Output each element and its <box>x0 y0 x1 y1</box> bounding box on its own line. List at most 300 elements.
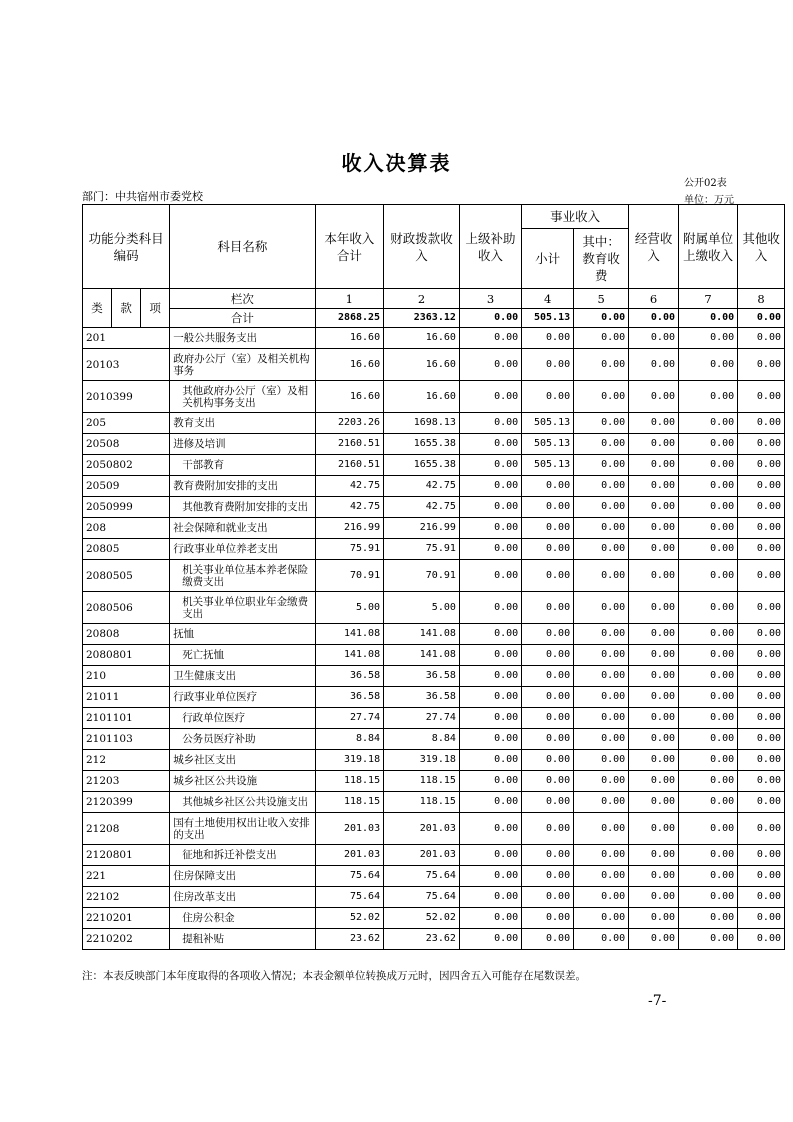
row-value: 0.00 <box>738 866 785 887</box>
header-total-income: 本年收入合计 <box>315 205 384 289</box>
form-number: 公开02表 <box>684 178 727 189</box>
row-value: 8.84 <box>384 729 460 750</box>
row-value: 505.13 <box>522 413 574 434</box>
row-value: 0.00 <box>679 813 738 845</box>
row-value: 0.00 <box>629 645 679 666</box>
row-value: 75.64 <box>315 866 384 887</box>
row-value: 16.60 <box>384 328 460 349</box>
row-value: 0.00 <box>574 771 629 792</box>
row-code: 20509 <box>83 476 170 497</box>
row-name: 教育支出 <box>170 413 315 434</box>
row-value: 0.00 <box>522 497 574 518</box>
row-value: 0.00 <box>738 624 785 645</box>
table-row <box>83 792 785 813</box>
row-value: 0.00 <box>679 413 738 434</box>
row-code: 2010399 <box>83 381 170 413</box>
row-value: 0.00 <box>738 497 785 518</box>
row-value: 42.75 <box>315 476 384 497</box>
row-value: 0.00 <box>522 792 574 813</box>
row-value: 0.00 <box>522 666 574 687</box>
row-value: 141.08 <box>315 645 384 666</box>
row-value: 0.00 <box>574 497 629 518</box>
row-value: 0.00 <box>629 813 679 845</box>
row-value: 0.00 <box>629 708 679 729</box>
row-value: 27.74 <box>315 708 384 729</box>
row-name: 住房公积金 <box>170 908 315 929</box>
row-name: 社会保障和就业支出 <box>170 518 315 539</box>
row-value: 0.00 <box>574 518 629 539</box>
header-lei: 类 <box>83 289 112 328</box>
col-index: 8 <box>738 289 785 309</box>
row-value: 0.00 <box>738 592 785 624</box>
row-value: 0.00 <box>459 476 521 497</box>
row-value: 0.00 <box>574 729 629 750</box>
row-value: 0.00 <box>574 666 629 687</box>
row-value: 0.00 <box>738 476 785 497</box>
row-value: 0.00 <box>679 476 738 497</box>
row-value: 0.00 <box>629 792 679 813</box>
row-name: 提租补贴 <box>170 929 315 950</box>
row-value: 0.00 <box>629 624 679 645</box>
row-value: 0.00 <box>679 328 738 349</box>
row-value: 0.00 <box>522 560 574 592</box>
row-value: 0.00 <box>738 413 785 434</box>
row-value: 0.00 <box>574 866 629 887</box>
header-subtotal: 小计 <box>522 229 574 289</box>
row-value: 0.00 <box>629 771 679 792</box>
row-value: 52.02 <box>315 908 384 929</box>
row-value: 0.00 <box>629 729 679 750</box>
table-row <box>83 687 785 708</box>
row-value: 0.00 <box>522 624 574 645</box>
row-value: 36.58 <box>315 666 384 687</box>
header-superior-subsidy: 上级补助收入 <box>459 205 521 289</box>
row-value: 0.00 <box>574 455 629 476</box>
header-lanci: 栏次 <box>170 289 315 309</box>
row-value: 0.00 <box>629 866 679 887</box>
table-row <box>83 434 785 455</box>
row-value: 0.00 <box>459 929 521 950</box>
row-value: 141.08 <box>384 645 460 666</box>
row-name: 政府办公厅（室）及相关机构事务 <box>170 349 315 381</box>
row-code: 2080801 <box>83 645 170 666</box>
row-value: 0.00 <box>629 560 679 592</box>
row-value: 0.00 <box>738 434 785 455</box>
row-value: 0.00 <box>574 381 629 413</box>
row-value: 0.00 <box>574 908 629 929</box>
row-value: 5.00 <box>315 592 384 624</box>
table-row <box>83 908 785 929</box>
table-row <box>83 624 785 645</box>
row-value: 0.00 <box>629 434 679 455</box>
row-value: 0.00 <box>629 497 679 518</box>
table-row <box>83 539 785 560</box>
row-code: 20508 <box>83 434 170 455</box>
row-code: 21203 <box>83 771 170 792</box>
row-code: 20103 <box>83 349 170 381</box>
row-value: 0.00 <box>629 887 679 908</box>
row-name: 住房改革支出 <box>170 887 315 908</box>
row-value: 0.00 <box>679 792 738 813</box>
row-name: 征地和拆迁补偿支出 <box>170 845 315 866</box>
row-name: 其他教育费附加安排的支出 <box>170 497 315 518</box>
row-value: 0.00 <box>574 813 629 845</box>
row-value: 0.00 <box>738 887 785 908</box>
row-value: 0.00 <box>738 750 785 771</box>
row-code: 20805 <box>83 539 170 560</box>
row-value: 1655.38 <box>384 434 460 455</box>
row-value: 0.00 <box>459 687 521 708</box>
table-row <box>83 349 785 381</box>
row-name: 其他城乡社区公共设施支出 <box>170 792 315 813</box>
row-value: 0.00 <box>629 845 679 866</box>
table-row <box>83 560 785 592</box>
row-value: 0.00 <box>574 560 629 592</box>
row-value: 0.00 <box>522 687 574 708</box>
row-value: 0.00 <box>522 539 574 560</box>
row-value: 0.00 <box>738 771 785 792</box>
row-value: 0.00 <box>459 645 521 666</box>
total-cell: 0.00 <box>629 309 679 328</box>
row-value: 0.00 <box>738 645 785 666</box>
row-value: 0.00 <box>459 908 521 929</box>
row-value: 0.00 <box>738 813 785 845</box>
row-value: 0.00 <box>459 381 521 413</box>
row-value: 0.00 <box>459 434 521 455</box>
table-row <box>83 455 785 476</box>
row-value: 2160.51 <box>315 455 384 476</box>
row-value: 505.13 <box>522 455 574 476</box>
row-value: 75.64 <box>384 887 460 908</box>
row-value: 0.00 <box>574 592 629 624</box>
row-value: 52.02 <box>384 908 460 929</box>
row-value: 0.00 <box>459 592 521 624</box>
row-value: 0.00 <box>679 645 738 666</box>
table-row <box>83 497 785 518</box>
header-edu-fee: 其中：教育收费 <box>574 229 629 289</box>
row-value: 2203.26 <box>315 413 384 434</box>
col-index: 4 <box>522 289 574 309</box>
row-value: 0.00 <box>629 413 679 434</box>
row-code: 2101103 <box>83 729 170 750</box>
header-subject-name: 科目名称 <box>170 205 315 289</box>
row-value: 36.58 <box>384 666 460 687</box>
row-value: 42.75 <box>384 497 460 518</box>
row-value: 0.00 <box>459 539 521 560</box>
header-xiang: 项 <box>141 289 170 328</box>
row-value: 0.00 <box>629 592 679 624</box>
row-name: 一般公共服务支出 <box>170 328 315 349</box>
row-code: 212 <box>83 750 170 771</box>
row-value: 0.00 <box>522 845 574 866</box>
row-value: 216.99 <box>315 518 384 539</box>
row-value: 0.00 <box>679 434 738 455</box>
row-value: 16.60 <box>384 381 460 413</box>
row-name: 干部教育 <box>170 455 315 476</box>
row-value: 141.08 <box>315 624 384 645</box>
row-name: 行政事业单位医疗 <box>170 687 315 708</box>
row-code: 22102 <box>83 887 170 908</box>
row-name: 进修及培训 <box>170 434 315 455</box>
row-value: 0.00 <box>629 750 679 771</box>
table-row <box>83 708 785 729</box>
row-value: 0.00 <box>522 708 574 729</box>
row-value: 505.13 <box>522 434 574 455</box>
header-operating: 经营收入 <box>629 205 679 289</box>
row-value: 0.00 <box>738 560 785 592</box>
row-value: 23.62 <box>315 929 384 950</box>
page-title: 收入决算表 <box>341 151 452 175</box>
row-value: 0.00 <box>738 518 785 539</box>
row-value: 0.00 <box>629 518 679 539</box>
col-index: 5 <box>574 289 629 309</box>
income-table <box>82 204 785 950</box>
row-value: 0.00 <box>679 666 738 687</box>
row-value: 201.03 <box>384 845 460 866</box>
row-value: 0.00 <box>459 750 521 771</box>
row-value: 0.00 <box>574 328 629 349</box>
row-value: 75.91 <box>384 539 460 560</box>
row-value: 0.00 <box>574 708 629 729</box>
row-value: 36.58 <box>384 687 460 708</box>
row-value: 0.00 <box>459 813 521 845</box>
department-label: 部门：中共宿州市委党校 <box>82 190 203 203</box>
row-value: 75.91 <box>315 539 384 560</box>
row-name: 机关事业单位职业年金缴费支出 <box>170 592 315 624</box>
row-value: 0.00 <box>522 813 574 845</box>
row-name: 死亡抚恤 <box>170 645 315 666</box>
row-code: 2210201 <box>83 908 170 929</box>
col-index: 3 <box>459 289 521 309</box>
table-row <box>83 771 785 792</box>
row-value: 0.00 <box>459 866 521 887</box>
row-code: 20808 <box>83 624 170 645</box>
row-value: 118.15 <box>384 792 460 813</box>
row-value: 23.62 <box>384 929 460 950</box>
row-name: 公务员医疗补助 <box>170 729 315 750</box>
row-value: 27.74 <box>384 708 460 729</box>
table-row <box>83 929 785 950</box>
row-value: 0.00 <box>522 887 574 908</box>
row-value: 0.00 <box>738 908 785 929</box>
row-code: 201 <box>83 328 170 349</box>
row-value: 118.15 <box>384 771 460 792</box>
row-value: 0.00 <box>679 729 738 750</box>
row-value: 0.00 <box>679 929 738 950</box>
row-code: 208 <box>83 518 170 539</box>
table-row <box>83 381 785 413</box>
row-value: 0.00 <box>459 624 521 645</box>
row-value: 0.00 <box>679 349 738 381</box>
table-row <box>83 413 785 434</box>
row-value: 16.60 <box>315 381 384 413</box>
row-value: 0.00 <box>738 666 785 687</box>
header-kuan: 款 <box>112 289 141 328</box>
unit-label: 单位：万元 <box>684 195 734 206</box>
row-value: 0.00 <box>679 771 738 792</box>
row-value: 70.91 <box>384 560 460 592</box>
row-value: 0.00 <box>574 792 629 813</box>
row-code: 2050999 <box>83 497 170 518</box>
row-value: 0.00 <box>679 539 738 560</box>
row-value: 141.08 <box>384 624 460 645</box>
row-value: 16.60 <box>384 349 460 381</box>
row-value: 0.00 <box>738 729 785 750</box>
row-value: 0.00 <box>679 866 738 887</box>
row-value: 16.60 <box>315 328 384 349</box>
total-cell: 505.13 <box>522 309 574 328</box>
row-value: 0.00 <box>459 729 521 750</box>
footnote: 注：本表反映部门本年度取得的各项收入情况；本表金额单位转换成万元时，因四舍五入可能存在尾数误差。 <box>82 970 586 982</box>
row-value: 0.00 <box>679 908 738 929</box>
row-value: 0.00 <box>679 381 738 413</box>
row-value: 118.15 <box>315 792 384 813</box>
row-name: 城乡社区公共设施 <box>170 771 315 792</box>
row-value: 0.00 <box>522 771 574 792</box>
row-value: 319.18 <box>315 750 384 771</box>
row-value: 2160.51 <box>315 434 384 455</box>
row-code: 2120399 <box>83 792 170 813</box>
table-row <box>83 476 785 497</box>
total-cell: 0.00 <box>574 309 629 328</box>
row-value: 0.00 <box>738 328 785 349</box>
row-value: 0.00 <box>679 560 738 592</box>
table-body <box>83 328 785 950</box>
row-name: 抚恤 <box>170 624 315 645</box>
row-code: 2210202 <box>83 929 170 950</box>
row-value: 0.00 <box>679 708 738 729</box>
table-row <box>83 518 785 539</box>
row-value: 0.00 <box>459 845 521 866</box>
row-value: 0.00 <box>522 476 574 497</box>
total-cell: 0.00 <box>738 309 785 328</box>
row-value: 0.00 <box>459 560 521 592</box>
row-value: 201.03 <box>384 813 460 845</box>
row-value: 0.00 <box>738 687 785 708</box>
row-value: 0.00 <box>459 413 521 434</box>
row-value: 0.00 <box>522 729 574 750</box>
total-cell: 2363.12 <box>384 309 460 328</box>
row-value: 0.00 <box>738 845 785 866</box>
col-index: 6 <box>629 289 679 309</box>
table-row <box>83 887 785 908</box>
table-row <box>83 592 785 624</box>
row-value: 0.00 <box>629 476 679 497</box>
row-value: 0.00 <box>679 518 738 539</box>
row-name: 住房保障支出 <box>170 866 315 887</box>
row-value: 0.00 <box>629 666 679 687</box>
row-value: 0.00 <box>459 771 521 792</box>
row-value: 5.00 <box>384 592 460 624</box>
page-number: -7- <box>648 993 667 1009</box>
row-value: 75.64 <box>384 866 460 887</box>
row-code: 2101101 <box>83 708 170 729</box>
row-value: 0.00 <box>629 539 679 560</box>
row-value: 0.00 <box>522 381 574 413</box>
row-code: 2120801 <box>83 845 170 866</box>
row-value: 0.00 <box>459 328 521 349</box>
row-code: 2080505 <box>83 560 170 592</box>
col-index: 2 <box>384 289 460 309</box>
row-value: 201.03 <box>315 813 384 845</box>
row-value: 118.15 <box>315 771 384 792</box>
table-row <box>83 813 785 845</box>
row-value: 0.00 <box>459 455 521 476</box>
header-fiscal: 财政拨款收入 <box>384 205 460 289</box>
table-row <box>83 845 785 866</box>
row-value: 1698.13 <box>384 413 460 434</box>
row-value: 0.00 <box>629 455 679 476</box>
row-value: 0.00 <box>574 434 629 455</box>
row-value: 0.00 <box>574 845 629 866</box>
row-value: 0.00 <box>522 908 574 929</box>
row-value: 16.60 <box>315 349 384 381</box>
row-value: 0.00 <box>679 497 738 518</box>
row-value: 36.58 <box>315 687 384 708</box>
row-value: 0.00 <box>459 792 521 813</box>
row-value: 0.00 <box>574 750 629 771</box>
row-value: 0.00 <box>629 908 679 929</box>
row-value: 0.00 <box>738 929 785 950</box>
row-value: 0.00 <box>522 750 574 771</box>
row-value: 0.00 <box>522 592 574 624</box>
row-code: 210 <box>83 666 170 687</box>
table-row <box>83 328 785 349</box>
row-value: 0.00 <box>679 624 738 645</box>
header-affiliated: 附属单位上缴收入 <box>679 205 738 289</box>
row-code: 2050802 <box>83 455 170 476</box>
row-value: 0.00 <box>522 929 574 950</box>
row-value: 0.00 <box>459 887 521 908</box>
total-label: 合计 <box>170 309 315 328</box>
header-business-income: 事业收入 <box>522 205 629 229</box>
row-value: 1655.38 <box>384 455 460 476</box>
row-value: 0.00 <box>522 645 574 666</box>
row-value: 0.00 <box>574 887 629 908</box>
row-value: 0.00 <box>459 666 521 687</box>
row-value: 8.84 <box>315 729 384 750</box>
row-value: 0.00 <box>679 750 738 771</box>
row-value: 0.00 <box>574 929 629 950</box>
row-name: 国有土地使用权出让收入安排的支出 <box>170 813 315 845</box>
row-value: 0.00 <box>738 708 785 729</box>
row-value: 216.99 <box>384 518 460 539</box>
row-value: 0.00 <box>679 687 738 708</box>
total-cell: 0.00 <box>679 309 738 328</box>
row-value: 0.00 <box>522 328 574 349</box>
table-row <box>83 750 785 771</box>
row-code: 21011 <box>83 687 170 708</box>
row-value: 0.00 <box>738 792 785 813</box>
row-value: 0.00 <box>522 349 574 381</box>
row-value: 0.00 <box>629 328 679 349</box>
row-value: 0.00 <box>629 349 679 381</box>
row-value: 0.00 <box>629 381 679 413</box>
col-index: 7 <box>679 289 738 309</box>
row-value: 42.75 <box>315 497 384 518</box>
row-value: 0.00 <box>459 497 521 518</box>
row-value: 0.00 <box>574 645 629 666</box>
row-value: 0.00 <box>679 592 738 624</box>
row-value: 0.00 <box>738 349 785 381</box>
header-other: 其他收入 <box>738 205 785 289</box>
row-value: 0.00 <box>738 381 785 413</box>
row-value: 0.00 <box>574 624 629 645</box>
row-name: 城乡社区支出 <box>170 750 315 771</box>
row-code: 2080506 <box>83 592 170 624</box>
row-value: 75.64 <box>315 887 384 908</box>
row-value: 0.00 <box>459 708 521 729</box>
